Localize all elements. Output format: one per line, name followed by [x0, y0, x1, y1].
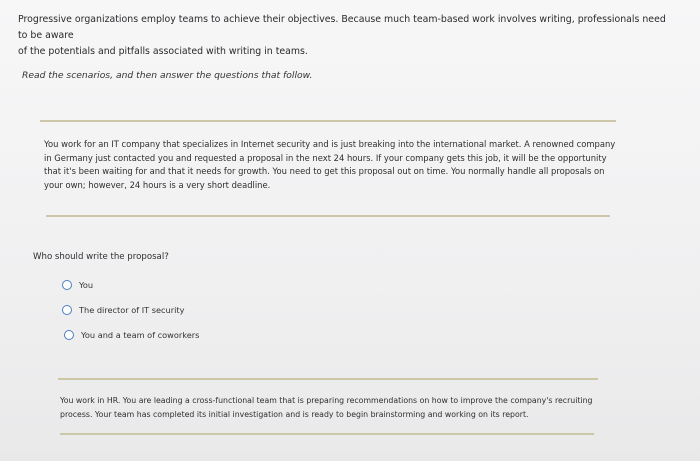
- option-label: The director of IT security: [79, 305, 185, 315]
- option-director-it-security[interactable]: [62, 305, 184, 315]
- option-label: You and a team of coworkers: [81, 330, 200, 340]
- option-label: You: [79, 280, 94, 290]
- scenario2-bottom-divider: [60, 433, 594, 435]
- scenario1-top-divider: [40, 120, 616, 122]
- scenario2-line-1: You work in HR. You are leading a cross-functional team that is preparing recommendations on how to improve the company's recruiting: [60, 396, 593, 405]
- scenario1-line-2: in Germany just contacted you and requested a proposal in the next 24 hours. If your company gets this job, it will be the opportunity: [44, 152, 607, 163]
- option-you-and-team[interactable]: [64, 330, 199, 340]
- scenario2-top-divider: [58, 378, 598, 380]
- intro-line-1: Progressive organizations employ teams to achieve their objectives. Because much team-based work involves writing, professionals need to be aware: [18, 14, 666, 41]
- intro-line-2: of the potentials and pitfalls associated with writing in teams.: [18, 46, 308, 57]
- scenario1-line-3: that it's been waiting for and that it needs for growth. You need to get this proposal out on time. You normally handle all proposals on: [44, 166, 605, 176]
- scenario1-bottom-divider: [46, 215, 610, 217]
- intro-paragraph: [18, 12, 678, 60]
- scenario2-paragraph: [60, 394, 605, 421]
- scenario1-line-1: You work for an IT company that specializes in Internet security and is just breaking into the international market. A renowned company: [44, 139, 616, 149]
- question1-prompt: Who should write the proposal?: [33, 252, 169, 262]
- scenario2-line-2: process. Your team has completed its initial investigation and is ready to begin brainstorming and working on its report.: [60, 409, 529, 419]
- scenario1-line-4: your own; however, 24 hours is a very short deadline.: [44, 179, 271, 190]
- scenario1-paragraph: [44, 138, 624, 192]
- instructions-text: Read the scenarios, and then answer the questions that follow.: [22, 70, 313, 81]
- radio-button[interactable]: [64, 330, 74, 340]
- radio-button[interactable]: [62, 305, 72, 315]
- radio-button[interactable]: [62, 280, 72, 290]
- option-you[interactable]: [62, 280, 93, 290]
